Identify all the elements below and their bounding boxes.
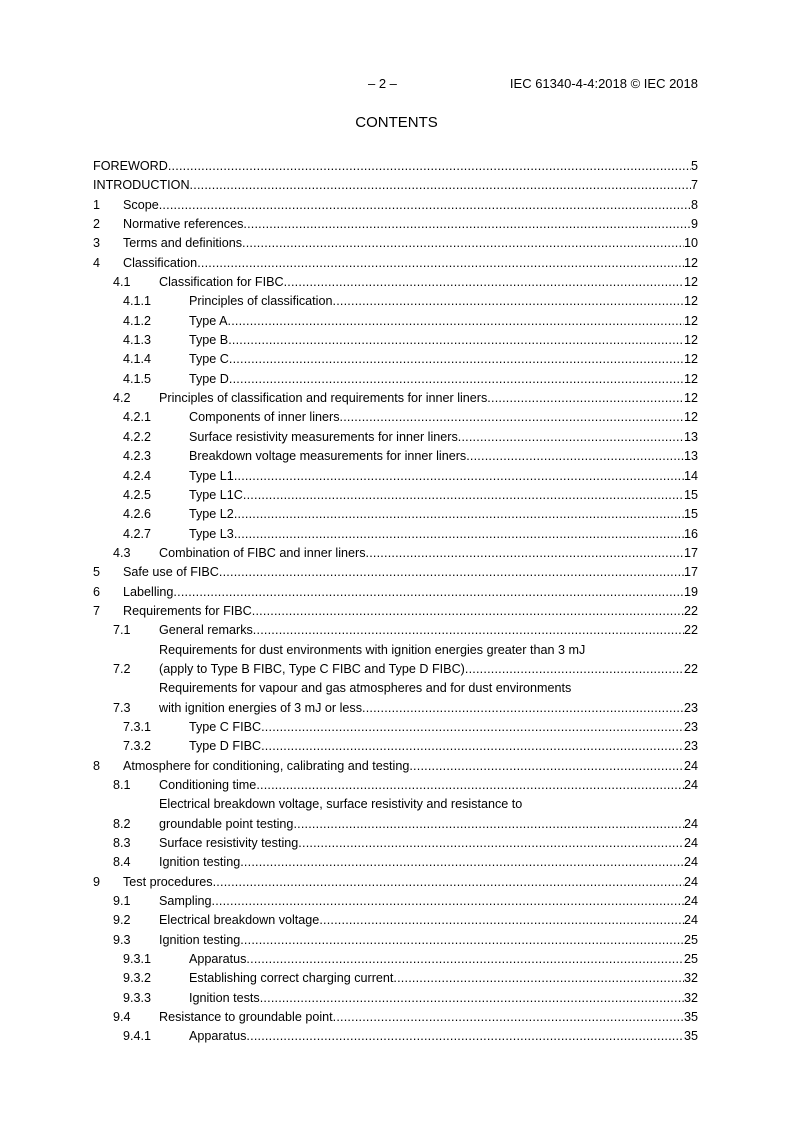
dot-leader — [228, 331, 684, 350]
dot-leader — [260, 989, 684, 1008]
table-of-contents — [93, 157, 698, 1047]
toc-entry[interactable] — [93, 757, 698, 776]
dot-leader — [219, 563, 684, 582]
dot-leader — [319, 911, 684, 930]
toc-entry-number: 7.1 — [113, 623, 131, 638]
toc-entry-page: 35 — [683, 1029, 698, 1044]
toc-entry-number: 7.2 — [113, 661, 131, 676]
toc-entry-number: 4.3 — [113, 545, 131, 560]
dot-leader — [173, 583, 684, 602]
toc-entry-title: Ignition testing — [159, 855, 241, 870]
toc-entry-number: 4.1.5 — [123, 371, 152, 386]
dot-leader — [242, 234, 684, 253]
toc-entry-number: 2 — [93, 217, 101, 232]
toc-entry-title: Type L3 — [189, 526, 234, 541]
toc-entry-number: 4.2.6 — [123, 507, 152, 522]
dot-leader — [253, 621, 684, 640]
toc-entry-title: Apparatus — [189, 1029, 247, 1044]
toc-entry-title: Classification — [123, 255, 198, 270]
toc-entry-number: 4 — [93, 255, 101, 270]
toc-entry-page: 12 — [683, 275, 698, 290]
toc-entry-title: groundable point testing — [159, 816, 294, 831]
toc-entry[interactable] — [93, 621, 698, 640]
toc-entry[interactable] — [93, 583, 698, 602]
toc-entry-page: 12 — [683, 352, 698, 367]
toc-entry-page: 19 — [683, 584, 698, 599]
toc-entry-number: 9.3.1 — [123, 952, 152, 967]
toc-entry-title: Apparatus — [189, 952, 247, 967]
toc-entry[interactable] — [93, 428, 698, 447]
dot-leader — [298, 834, 684, 853]
dot-leader — [246, 1027, 684, 1046]
toc-entry-title: Breakdown voltage measurements for inner liners — [189, 449, 467, 464]
dot-leader — [284, 273, 684, 292]
toc-entry[interactable] — [93, 563, 698, 582]
dot-leader — [487, 389, 684, 408]
toc-entry-title: Type L2 — [189, 507, 234, 522]
toc-entry-title: Type A — [189, 313, 228, 328]
dot-leader — [261, 718, 684, 737]
toc-entry-page: 12 — [683, 371, 698, 386]
toc-entry-number: 4.1.3 — [123, 333, 152, 348]
toc-entry-number: 1 — [93, 197, 101, 212]
toc-entry-title: Type L1C — [189, 487, 243, 502]
toc-entry-page: 23 — [683, 739, 698, 754]
toc-entry-number: 9.1 — [113, 894, 131, 909]
toc-entry-number: 8 — [93, 758, 101, 773]
toc-entry-page: 12 — [683, 255, 698, 270]
toc-entry-title: Type D — [189, 371, 229, 386]
toc-entry-title: Combination of FIBC and inner liners — [159, 545, 366, 560]
toc-entry-number: 4.2 — [113, 391, 131, 406]
page-number: – 2 – — [368, 76, 397, 91]
toc-entry[interactable] — [93, 408, 698, 427]
toc-entry-title-line1: Electrical breakdown voltage, surface resistivity and resistance to — [159, 797, 523, 812]
dot-leader — [362, 699, 684, 718]
toc-entry-title: Electrical breakdown voltage — [159, 913, 320, 928]
dot-leader — [229, 370, 684, 389]
toc-entry-title: Terms and definitions — [123, 236, 243, 251]
dot-leader — [190, 176, 691, 195]
document-reference: IEC 61340-4-4:2018 © IEC 2018 — [509, 76, 698, 91]
toc-entry-number: 3 — [93, 236, 101, 251]
toc-entry[interactable] — [93, 234, 698, 253]
dot-leader — [234, 525, 684, 544]
toc-entry-page: 32 — [683, 971, 698, 986]
dot-leader — [213, 873, 684, 892]
dot-leader — [246, 950, 684, 969]
toc-entry-title: INTRODUCTION — [93, 178, 190, 193]
toc-entry-page: 24 — [683, 816, 698, 831]
toc-entry-number: 4.2.4 — [123, 468, 152, 483]
toc-entry[interactable] — [93, 853, 698, 872]
toc-entry-title: Atmosphere for conditioning, calibrating and testing — [123, 758, 410, 773]
toc-entry[interactable] — [93, 911, 698, 930]
dot-leader — [256, 776, 684, 795]
toc-entry[interactable] — [93, 602, 698, 621]
toc-entry-page: 23 — [683, 700, 698, 715]
toc-entry-page: 12 — [683, 410, 698, 425]
toc-entry-page: 7 — [690, 178, 698, 193]
toc-entry-page: 24 — [683, 778, 698, 792]
toc-entry[interactable] — [93, 641, 698, 680]
dot-leader — [243, 486, 684, 505]
toc-entry-number: 8.1 — [113, 778, 131, 792]
toc-entry-title: Type C — [189, 352, 229, 367]
toc-entry-title: Test procedures — [123, 874, 213, 889]
toc-entry-page: 13 — [683, 429, 698, 444]
dot-leader — [234, 467, 684, 486]
toc-entry-number: 8.3 — [113, 836, 131, 851]
toc-entry-page: 10 — [683, 236, 698, 251]
page-title: CONTENTS — [355, 114, 438, 131]
toc-entry-title: Type B — [189, 333, 229, 348]
toc-entry-page: 24 — [683, 913, 698, 928]
toc-entry-page: 35 — [683, 1010, 698, 1025]
toc-entry-title: Conditioning time — [159, 778, 257, 792]
toc-entry[interactable] — [93, 544, 698, 563]
toc-entry[interactable] — [93, 331, 698, 350]
toc-entry-number: 9.3 — [113, 932, 131, 947]
toc-entry-number: 4.2.3 — [123, 449, 152, 464]
toc-entry-title: Normative references — [123, 217, 244, 232]
toc-entry-page: 22 — [683, 661, 698, 676]
toc-entry-title-line1: Requirements for dust environments with ignition energies greater than 3 mJ — [159, 642, 586, 657]
toc-entry-number: 9.3.2 — [123, 971, 152, 986]
toc-entry-page: 12 — [683, 294, 698, 309]
toc-entry[interactable] — [93, 196, 698, 215]
toc-entry-page: 15 — [683, 487, 698, 502]
toc-entry-number: 4.2.1 — [123, 410, 152, 425]
toc-entry-number: 6 — [93, 584, 101, 599]
toc-entry-number: 7.3.1 — [123, 719, 152, 734]
dot-leader — [458, 428, 684, 447]
toc-entry[interactable] — [93, 292, 698, 311]
toc-entry-number: 7.3 — [113, 700, 131, 715]
toc-entry-number: 8.2 — [113, 816, 131, 831]
toc-entry-title: Labelling — [123, 584, 174, 599]
toc-entry[interactable] — [93, 389, 698, 408]
toc-entry[interactable] — [93, 892, 698, 911]
toc-entry-number: 8.4 — [113, 855, 131, 870]
toc-entry-title: Requirements for FIBC — [123, 603, 252, 618]
toc-entry-title: Type D FIBC — [189, 739, 262, 754]
toc-entry-title: Safe use of FIBC — [123, 565, 219, 580]
toc-entry-page: 14 — [683, 468, 698, 483]
toc-entry-number: 4.1.4 — [123, 352, 152, 367]
toc-entry[interactable] — [93, 525, 698, 544]
toc-entry[interactable] — [93, 467, 698, 486]
toc-entry-page: 25 — [683, 952, 698, 967]
toc-entry-page: 24 — [683, 894, 698, 909]
dot-leader — [168, 157, 691, 176]
toc-entry-page: 17 — [683, 565, 698, 580]
dot-leader — [229, 350, 684, 369]
toc-entry-number: 7.3.2 — [123, 739, 152, 754]
toc-entry-number: 4.2.2 — [123, 429, 152, 444]
dot-leader — [293, 815, 684, 834]
toc-entry-title: with ignition energies of 3 mJ or less — [159, 700, 362, 715]
toc-entry[interactable] — [93, 795, 698, 834]
toc-entry[interactable] — [93, 254, 698, 273]
toc-entry-page: 22 — [683, 603, 698, 618]
toc-entry[interactable] — [93, 679, 698, 718]
toc-entry-page: 8 — [690, 197, 698, 212]
toc-entry-number: 4.2.7 — [123, 526, 152, 541]
dot-leader — [240, 931, 684, 950]
toc-entry-number: 4.1.2 — [123, 313, 152, 328]
dot-leader — [393, 969, 684, 988]
toc-entry-title: Sampling — [159, 894, 212, 909]
toc-entry[interactable] — [93, 447, 698, 466]
toc-entry-page: 32 — [683, 990, 698, 1005]
dot-leader — [252, 602, 684, 621]
toc-entry[interactable] — [93, 950, 698, 969]
dot-leader — [340, 408, 684, 427]
dot-leader — [228, 312, 684, 331]
toc-entry-title: Principles of classification and requirements for inner liners — [159, 391, 488, 406]
toc-entry-number: 5 — [93, 565, 101, 580]
toc-entry-number: 9 — [93, 874, 101, 889]
toc-entry[interactable] — [93, 350, 698, 369]
page-header — [93, 76, 698, 92]
toc-entry-page: 12 — [683, 333, 698, 348]
toc-entry-page: 16 — [683, 526, 698, 541]
dot-leader — [159, 196, 691, 215]
toc-entry[interactable] — [93, 873, 698, 892]
toc-entry-number: 9.3.3 — [123, 990, 152, 1005]
toc-entry-page: 17 — [683, 545, 698, 560]
dot-leader — [366, 544, 684, 563]
toc-entry-title: Type C FIBC — [189, 719, 262, 734]
toc-entry-number: 9.4.1 — [123, 1029, 152, 1044]
toc-entry-title: Establishing correct charging current — [189, 971, 394, 986]
dot-leader — [261, 737, 684, 756]
toc-entry[interactable] — [93, 931, 698, 950]
toc-entry-page: 13 — [683, 449, 698, 464]
toc-entry[interactable] — [93, 718, 698, 737]
toc-entry-title: Scope — [123, 197, 159, 212]
dot-leader — [465, 660, 684, 679]
toc-entry[interactable] — [93, 1008, 698, 1027]
toc-entry-number: 4.1.1 — [123, 294, 152, 309]
toc-entry-title: FOREWORD — [93, 159, 168, 173]
toc-entry-page: 22 — [683, 623, 698, 638]
toc-entry-page: 24 — [683, 836, 698, 851]
toc-entry-title: Resistance to groundable point — [159, 1010, 333, 1025]
toc-entry-page: 12 — [683, 391, 698, 406]
toc-entry-page: 24 — [683, 758, 698, 773]
toc-entry[interactable] — [93, 505, 698, 524]
toc-entry-number: 4.1 — [113, 275, 131, 290]
dot-leader — [333, 292, 684, 311]
toc-entry-title: Surface resistivity measurements for inner liners — [189, 429, 458, 444]
toc-entry[interactable] — [93, 370, 698, 389]
toc-entry[interactable] — [93, 215, 698, 234]
toc-entry-page: 23 — [683, 719, 698, 734]
dot-leader — [197, 254, 684, 273]
toc-entry-title: (apply to Type B FIBC, Type C FIBC and Type D FIBC) — [159, 661, 465, 676]
toc-entry[interactable] — [93, 969, 698, 988]
toc-entry-page: 25 — [683, 932, 698, 947]
toc-entry-page: 12 — [683, 313, 698, 328]
toc-entry-title: Components of inner liners — [189, 410, 340, 425]
toc-entry-title: Principles of classification — [189, 294, 333, 309]
toc-entry[interactable] — [93, 486, 698, 505]
toc-entry[interactable] — [93, 737, 698, 756]
toc-entry-page: 9 — [690, 217, 698, 232]
toc-entry-page: 5 — [690, 159, 698, 173]
toc-entry[interactable] — [93, 989, 698, 1008]
toc-entry-title: Ignition testing — [159, 932, 241, 947]
toc-entry-title: Classification for FIBC — [159, 275, 284, 290]
toc-entry-number: 7 — [93, 603, 101, 618]
toc-entry[interactable] — [93, 776, 698, 795]
dot-leader — [240, 853, 684, 872]
toc-entry[interactable] — [93, 312, 698, 331]
toc-entry[interactable] — [93, 834, 698, 853]
toc-entry-title: Surface resistivity testing — [159, 836, 299, 851]
dot-leader — [243, 215, 691, 234]
toc-entry[interactable] — [93, 1027, 698, 1046]
toc-entry-page: 24 — [683, 874, 698, 889]
dot-leader — [333, 1008, 684, 1027]
toc-entry-title: Type L1 — [189, 468, 234, 483]
toc-entry-title: General remarks — [159, 623, 253, 638]
dot-leader — [409, 757, 684, 776]
toc-entry-page: 15 — [683, 507, 698, 522]
toc-entry-number: 9.4 — [113, 1010, 131, 1025]
toc-entry-title: Ignition tests — [189, 990, 260, 1005]
dot-leader — [466, 447, 684, 466]
toc-entry-page: 24 — [683, 855, 698, 870]
toc-entry[interactable] — [93, 157, 698, 176]
toc-entry[interactable] — [93, 273, 698, 292]
toc-entry-title-line1: Requirements for vapour and gas atmospheres and for dust environments — [159, 681, 572, 696]
toc-entry-number: 4.2.5 — [123, 487, 152, 502]
toc-entry-number: 9.2 — [113, 913, 131, 928]
dot-leader — [234, 505, 684, 524]
dot-leader — [212, 892, 684, 911]
toc-entry[interactable] — [93, 176, 698, 195]
